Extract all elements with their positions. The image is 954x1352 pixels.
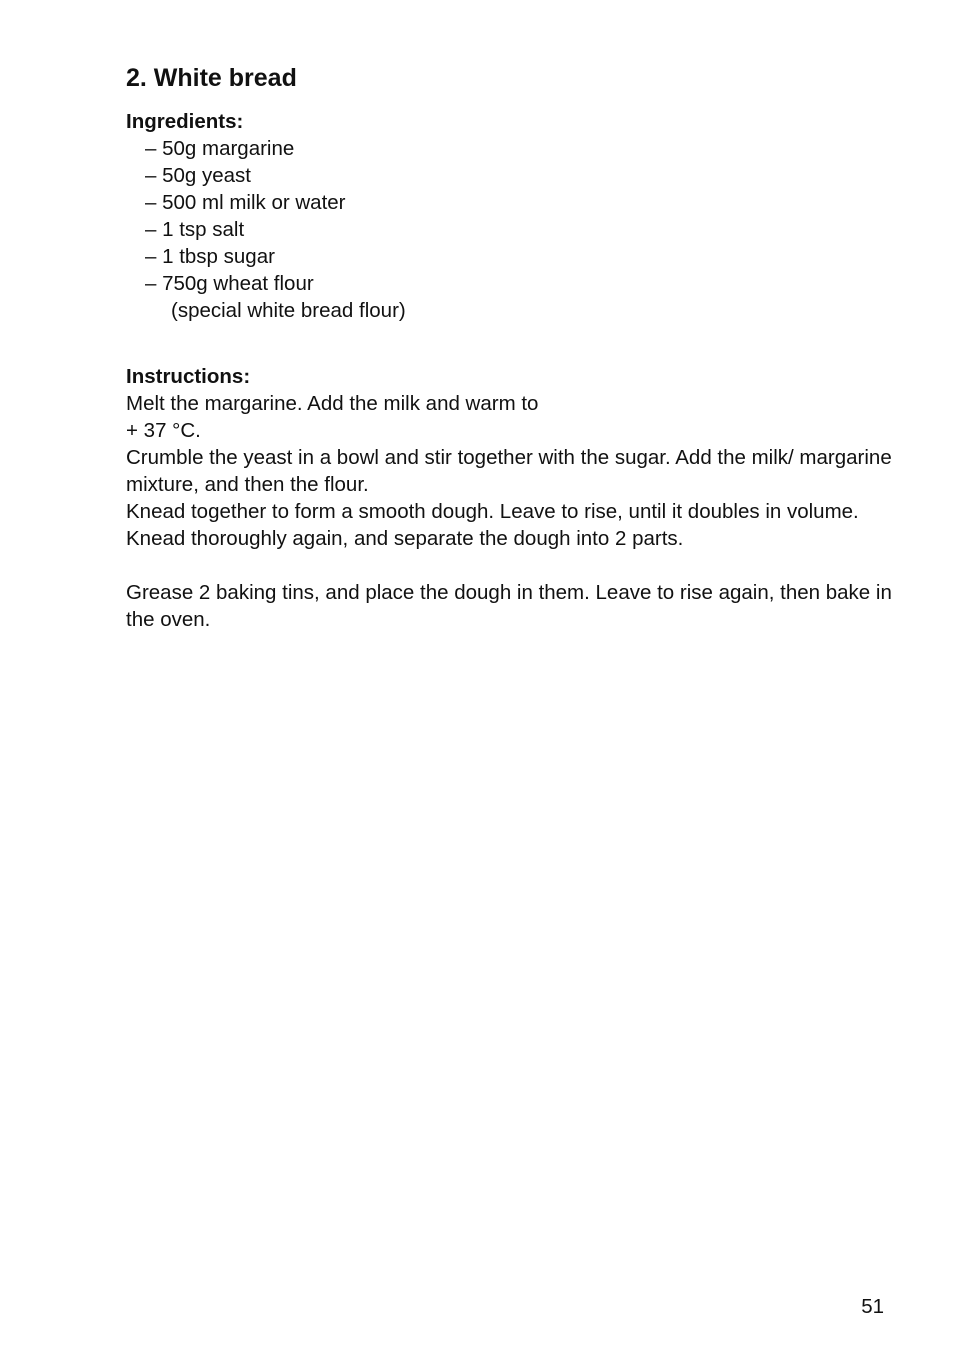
instruction-line: Melt the margarine. Add the milk and warm to bbox=[126, 392, 539, 415]
ingredient-item: – 500 ml milk or water bbox=[145, 191, 346, 214]
ingredient-item: – 1 tsp salt bbox=[145, 218, 245, 241]
ingredient-note: (special white bread flour) bbox=[171, 299, 406, 322]
instruction-line: + 37 °C. bbox=[126, 419, 201, 442]
ingredients-list bbox=[126, 135, 896, 324]
ingredients-heading: Ingredients: bbox=[126, 110, 244, 133]
instruction-paragraph: Grease 2 baking tins, and place the dough in them. Leave to rise again, then bake in the oven. bbox=[126, 581, 892, 631]
ingredient-item: – 750g wheat flour bbox=[145, 272, 314, 295]
instructions-heading: Instructions: bbox=[126, 365, 251, 388]
ingredient-item: – 50g yeast bbox=[145, 164, 251, 187]
recipe-content bbox=[126, 108, 896, 633]
page-number: 51 bbox=[861, 1295, 884, 1318]
instruction-paragraph: Crumble the yeast in a bowl and stir together with the sugar. Add the milk/ margarine mixture, and then the flour. bbox=[126, 446, 892, 496]
page-title: 2. White bread bbox=[126, 64, 297, 92]
instruction-paragraph: Knead together to form a smooth dough. Leave to rise, until it doubles in volume. Knead thoroughly again, and separate the dough into 2 parts. bbox=[126, 500, 859, 550]
ingredient-item: – 1 tbsp sugar bbox=[145, 245, 275, 268]
ingredient-item: – 50g margarine bbox=[145, 137, 295, 160]
